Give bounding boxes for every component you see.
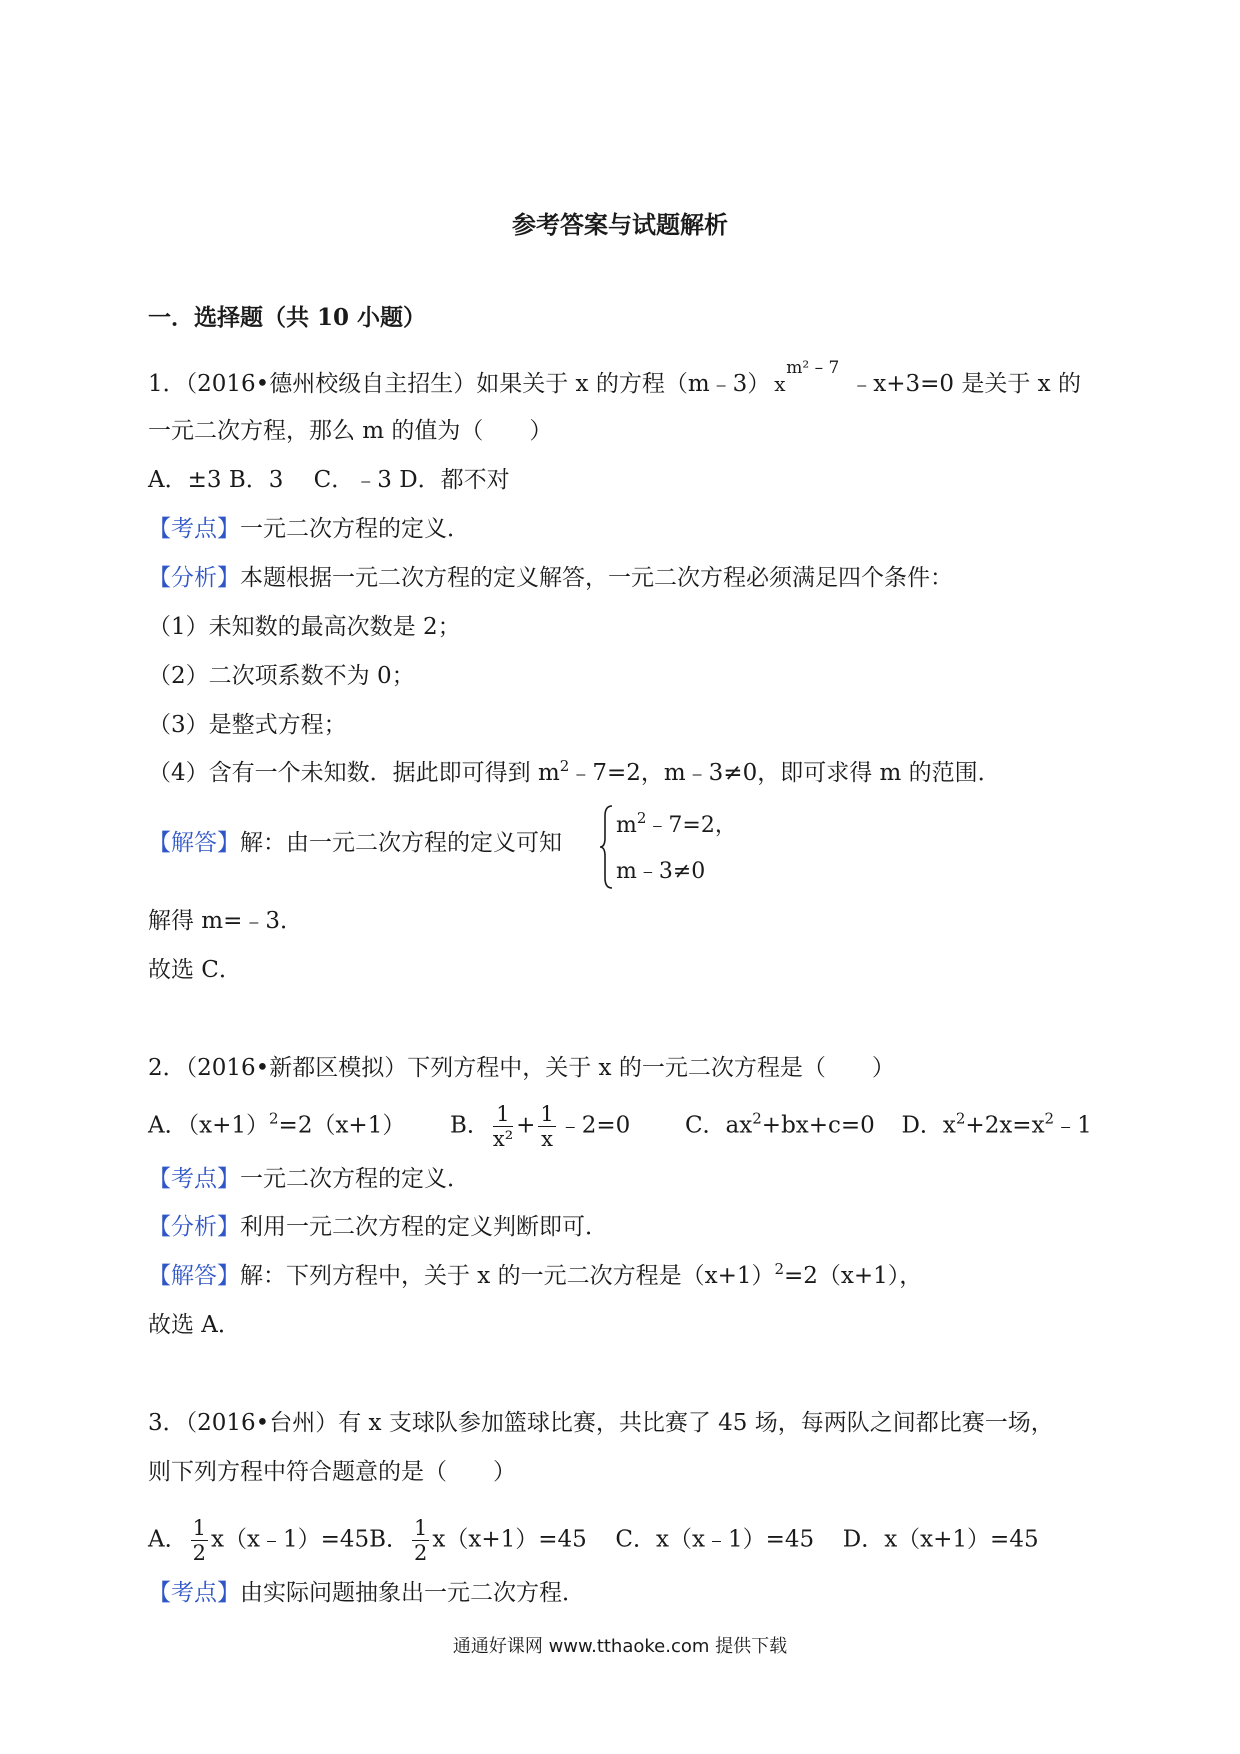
fraction: $\frac{1}{2}$ xyxy=(414,1516,428,1565)
q1-line1 xyxy=(148,358,1081,399)
kaodian-tag: 【考点】 xyxy=(148,516,240,542)
q3-options: A． $\frac{1}{2}$ x（x﹣1）=45B． $\frac{1}{2}$ x（x+1）=45 C．x（x﹣1）=45 D．x（x+1）=45 xyxy=(148,1516,1039,1565)
q3-stem2: 则下列方程中符合题意的是（ ） xyxy=(148,1459,516,1485)
q1-jieda: 【解答】解：由一元二次方程的定义可知 xyxy=(148,830,562,856)
q2-stem: 2．（2016•新都区模拟）下列方程中，关于 x 的一元二次方程是（ ） xyxy=(148,1055,895,1081)
q2-choose: 故选 A． xyxy=(148,1312,241,1338)
system-row-1: $m^2﹣7=2$， xyxy=(616,809,737,838)
q1-result: 解得 m=﹣3． xyxy=(148,908,304,934)
q1-text-a: 1．（2016•德州校级自主招生）如果关于 x 的方程（m﹣3） xyxy=(148,371,771,397)
footer: 通通好课网 www.tthaoke.com 提供下载 xyxy=(452,1636,788,1657)
q2-fenxi: 【分析】利用一元二次方程的定义判断即可． xyxy=(148,1214,608,1240)
system-row-2: m﹣3≠0 xyxy=(616,859,706,884)
q1-cond2: （2）二次项系数不为 0； xyxy=(148,663,415,689)
fraction: $\frac{1}{x}$ xyxy=(540,1102,554,1151)
fenxi-tag: 【分析】 xyxy=(148,565,240,591)
page-title: 参考答案与试题解析 xyxy=(512,210,728,239)
left-brace-icon xyxy=(598,804,614,890)
q2-jieda: 【解答】解：下列方程中，关于 x 的一元二次方程是$(x+1)^2=2(x+1)$， xyxy=(148,1260,923,1289)
q3-stem1: 3．（2016•台州）有 x 支球队参加篮球比赛，共比赛了 45 场，每两队之间都比赛一场， xyxy=(148,1410,1054,1436)
equation-system xyxy=(598,804,798,890)
q1-line2: 一元二次方程，那么 m 的值为（ ） xyxy=(148,418,553,444)
q2-options: A．$(x+1)^2=2(x+1)$ B． $\frac{1}{\text{x²}}$ + $\frac{1}{x}$ ﹣2=0 C．$ax^2+bx+c=0$ D．$x^2+2x=x^2﹣1$ xyxy=(148,1102,1092,1151)
q1-cond4: （4）含有一个未知数．据此即可得到 $m^2﹣7=2$，m﹣3≠0，即可求得 m 的范围． xyxy=(148,757,1001,786)
q1-text-b: ﹣x+3=0 是关于 x 的 xyxy=(850,371,1081,397)
q3-kaodian: 【考点】由实际问题抽象出一元二次方程． xyxy=(148,1580,585,1606)
q1-cond3: （3）是整式方程； xyxy=(148,712,347,738)
q1-options: A．±3 B．3 C．﹣3 D．都不对 xyxy=(148,467,510,493)
q2-kaodian: 【考点】一元二次方程的定义． xyxy=(148,1166,470,1192)
section-heading: 一．选择题（共 10 小题） xyxy=(148,304,427,331)
fraction: $\frac{1}{2}$ xyxy=(192,1516,206,1565)
q1-choose: 故选 C． xyxy=(148,957,242,983)
fraction: $\frac{1}{\text{x²}}$ xyxy=(492,1102,514,1151)
q1-cond1: （1）未知数的最高次数是 2； xyxy=(148,614,461,640)
q1-fenxi: 【分析】本题根据一元二次方程的定义解答，一元二次方程必须满足四个条件： xyxy=(148,565,953,591)
q1-kaodian: 【考点】一元二次方程的定义． xyxy=(148,516,470,542)
jieda-tag: 【解答】 xyxy=(148,830,240,856)
q1-exponent: x m² – 7 xyxy=(774,358,840,396)
